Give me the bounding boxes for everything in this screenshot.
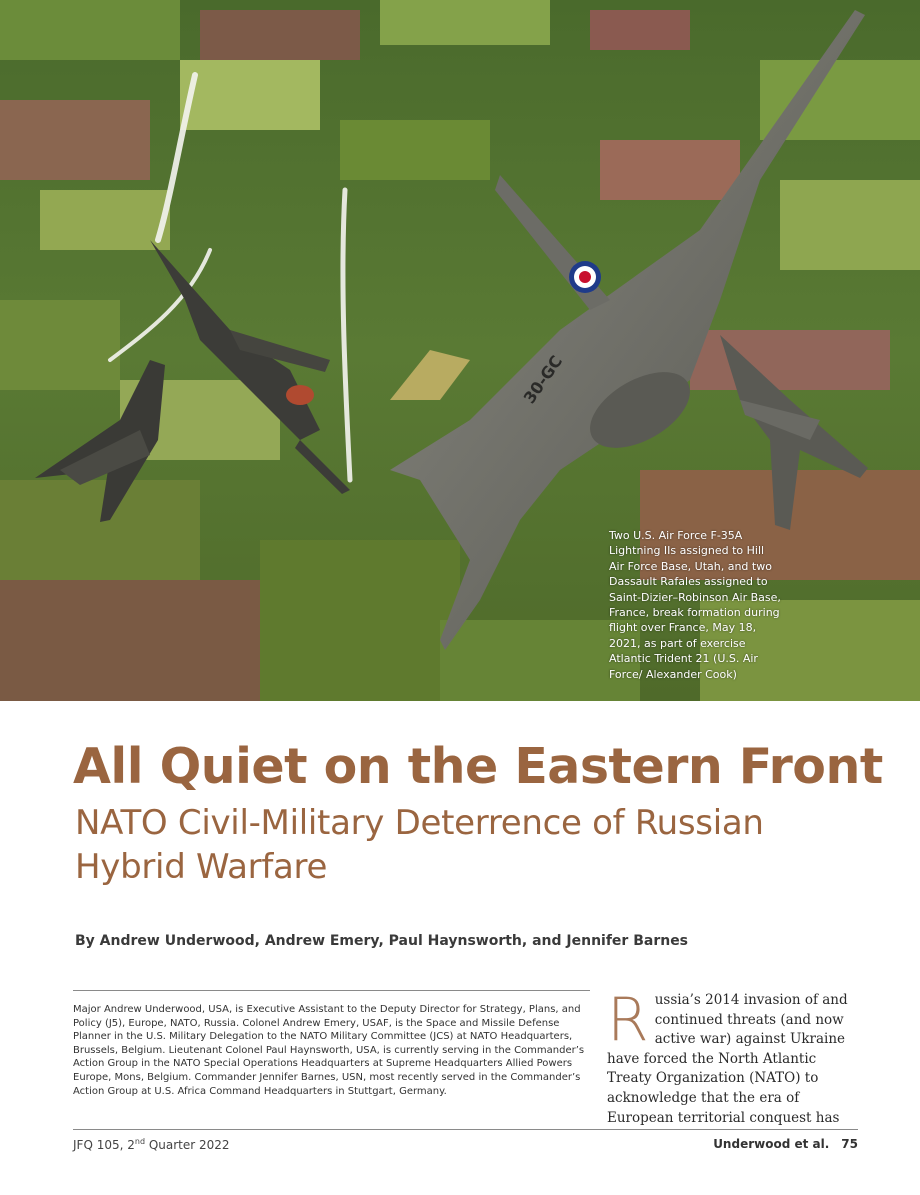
author-bio: Major Andrew Underwood, USA, is Executive Assistant to the Deputy Director for Strategy, Plans, and Policy (J5), Europe, NATO, Russia. Colonel Andrew Emery, USAF, is the Space and Missile Defense Planner in the U.S. Military Delegation to the NATO Military Committee (JCS) at NATO Headquarters, Brussels, Belgium. Lieutenant Colonel Paul Haynsworth, USA, is currently serving in the Commander’s Action Group in the NATO Special Operations Headquarters at Supreme Headquarters Allied Powers Europe, Mons, Belgium. Commander Jennifer Barnes, USN, most recently served in the Commander’s Action Group at U.S. Africa Command Headquarters in Stuttgart, Germany. — [73, 1004, 585, 1097]
journal-issue — [73, 1137, 230, 1152]
page-number: 75 — [841, 1137, 858, 1151]
issue-quarter: Quarter 2022 — [145, 1138, 230, 1152]
tail-code: 30-GC — [519, 352, 567, 408]
byline: By Andrew Underwood, Andrew Emery, Paul Haynsworth, and Jennifer Barnes — [75, 933, 689, 949]
bio-divider — [73, 990, 590, 991]
body-opening: ussia’s 2014 invasion of and continued threats (and now active war) against Ukraine have forced the North Atlantic Treaty Organization (NATO) to acknowledge that the era of European territorial conquest has — [607, 992, 848, 1126]
issue-ordinal: nd — [134, 1137, 146, 1146]
article-title: All Quiet on the Eastern Front — [73, 738, 883, 795]
drop-cap: R — [607, 985, 649, 1055]
article-body — [607, 985, 862, 1128]
photo-caption: Two U.S. Air Force F-35A Lightning IIs assigned to Hill Air Force Base, Utah, and two Dassault Rafales assigned to Saint-Dizier–Robinson Air Base, France, break formation during flight over France, May 18, 2021, as part of exercise Atlantic Trident 21 (U.S. Air Force/ Alexander Cook) — [609, 529, 781, 681]
running-footer — [713, 1137, 858, 1151]
running-author: Underwood et al. — [713, 1137, 830, 1151]
footer-divider — [73, 1129, 858, 1130]
journal-name: JFQ 105, 2 — [73, 1138, 135, 1152]
article-subtitle: NATO Civil-Military Deterrence of Russian Hybrid Warfare — [75, 803, 764, 887]
roundel — [569, 261, 601, 293]
